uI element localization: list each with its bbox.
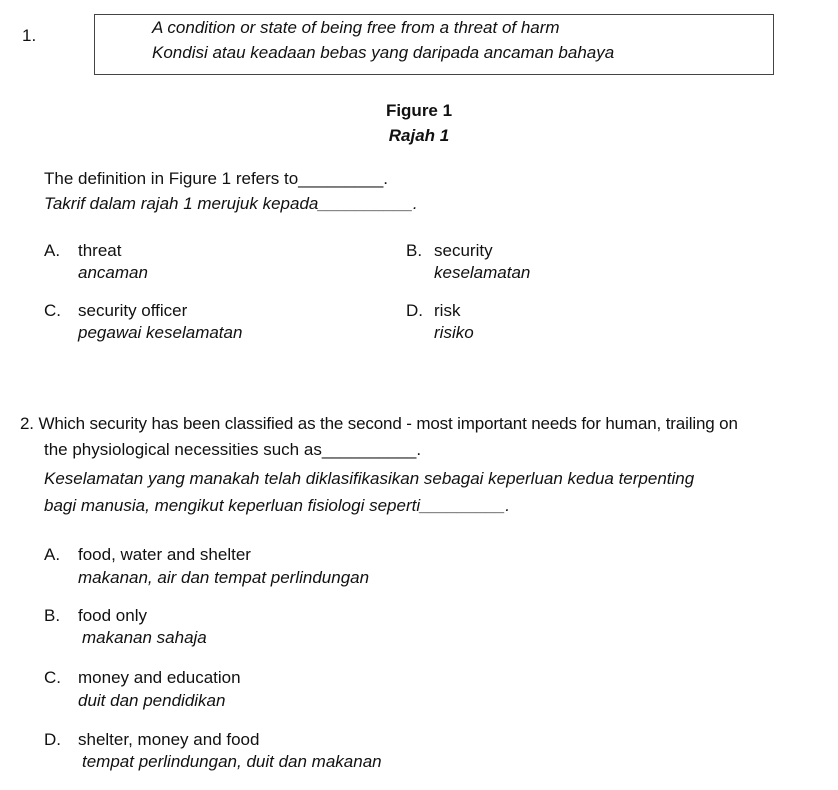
question-2-stem-malay-line-1: Keselamatan yang manakah telah diklasifikasikan sebagai keperluan kedua terpenting (44, 469, 695, 488)
q1-option-c-letter: C. (44, 301, 61, 320)
question-1-stem-english: The definition in Figure 1 refers to_________. (44, 169, 389, 188)
q2-option-d-letter: D. (44, 730, 61, 749)
q1-option-d-english: risk (434, 301, 461, 320)
q1-option-c-malay: pegawai keselamatan (78, 323, 243, 342)
figure-caption-malay: Rajah 1 (388, 126, 450, 145)
q2-option-d-malay: tempat perlindungan, duit dan makanan (82, 752, 382, 771)
q1-option-a-letter: A. (44, 241, 61, 260)
q2-option-c-letter: C. (44, 668, 61, 687)
q2-option-b-english: food only (78, 606, 147, 625)
q1-option-d-malay: risiko (434, 323, 474, 342)
question-2-stem-line-1: 2. Which security has been classified as the second - most important needs for human, trailing on (20, 414, 738, 433)
q2-option-a-malay: makanan, air dan tempat perlindungan (78, 568, 370, 587)
q2-option-c[interactable] (44, 668, 241, 688)
question-2-stem-line-2: the physiological necessities such as__________. (44, 440, 422, 459)
q1-option-a-english: threat (78, 241, 122, 260)
q1-option-d[interactable] (406, 301, 460, 321)
q2-option-a[interactable] (44, 545, 251, 565)
q2-option-b[interactable] (44, 606, 147, 626)
definition-english: A condition or state of being free from a threat of harm (152, 18, 560, 37)
q2-option-d-english: shelter, money and food (78, 730, 260, 749)
q2-option-d[interactable] (44, 730, 259, 750)
question-1-number: 1. (22, 26, 37, 45)
question-1-stem-malay: Takrif dalam rajah 1 merujuk kepada__________. (44, 194, 418, 213)
q1-option-b-english: security (434, 241, 493, 260)
q2-option-c-english: money and education (78, 668, 241, 687)
q1-option-a[interactable] (44, 241, 121, 261)
q1-option-b[interactable] (406, 241, 493, 261)
q2-option-a-english: food, water and shelter (78, 545, 251, 564)
figure-caption-english: Figure 1 (385, 101, 453, 120)
definition-malay: Kondisi atau keadaan bebas yang daripada ancaman bahaya (152, 43, 615, 62)
q1-option-c[interactable] (44, 301, 187, 321)
q1-option-b-malay: keselamatan (434, 263, 531, 282)
q2-option-b-letter: B. (44, 606, 61, 625)
question-2-stem-malay-line-2: bagi manusia, mengikut keperluan fisiologi seperti_________. (44, 496, 510, 515)
q2-option-b-malay: makanan sahaja (82, 628, 207, 647)
q2-option-c-malay: duit dan pendidikan (78, 691, 226, 710)
q1-option-d-letter: D. (406, 301, 423, 320)
q1-option-b-letter: B. (406, 241, 423, 260)
q2-option-a-letter: A. (44, 545, 61, 564)
q1-option-c-english: security officer (78, 301, 188, 320)
q1-option-a-malay: ancaman (78, 263, 148, 282)
